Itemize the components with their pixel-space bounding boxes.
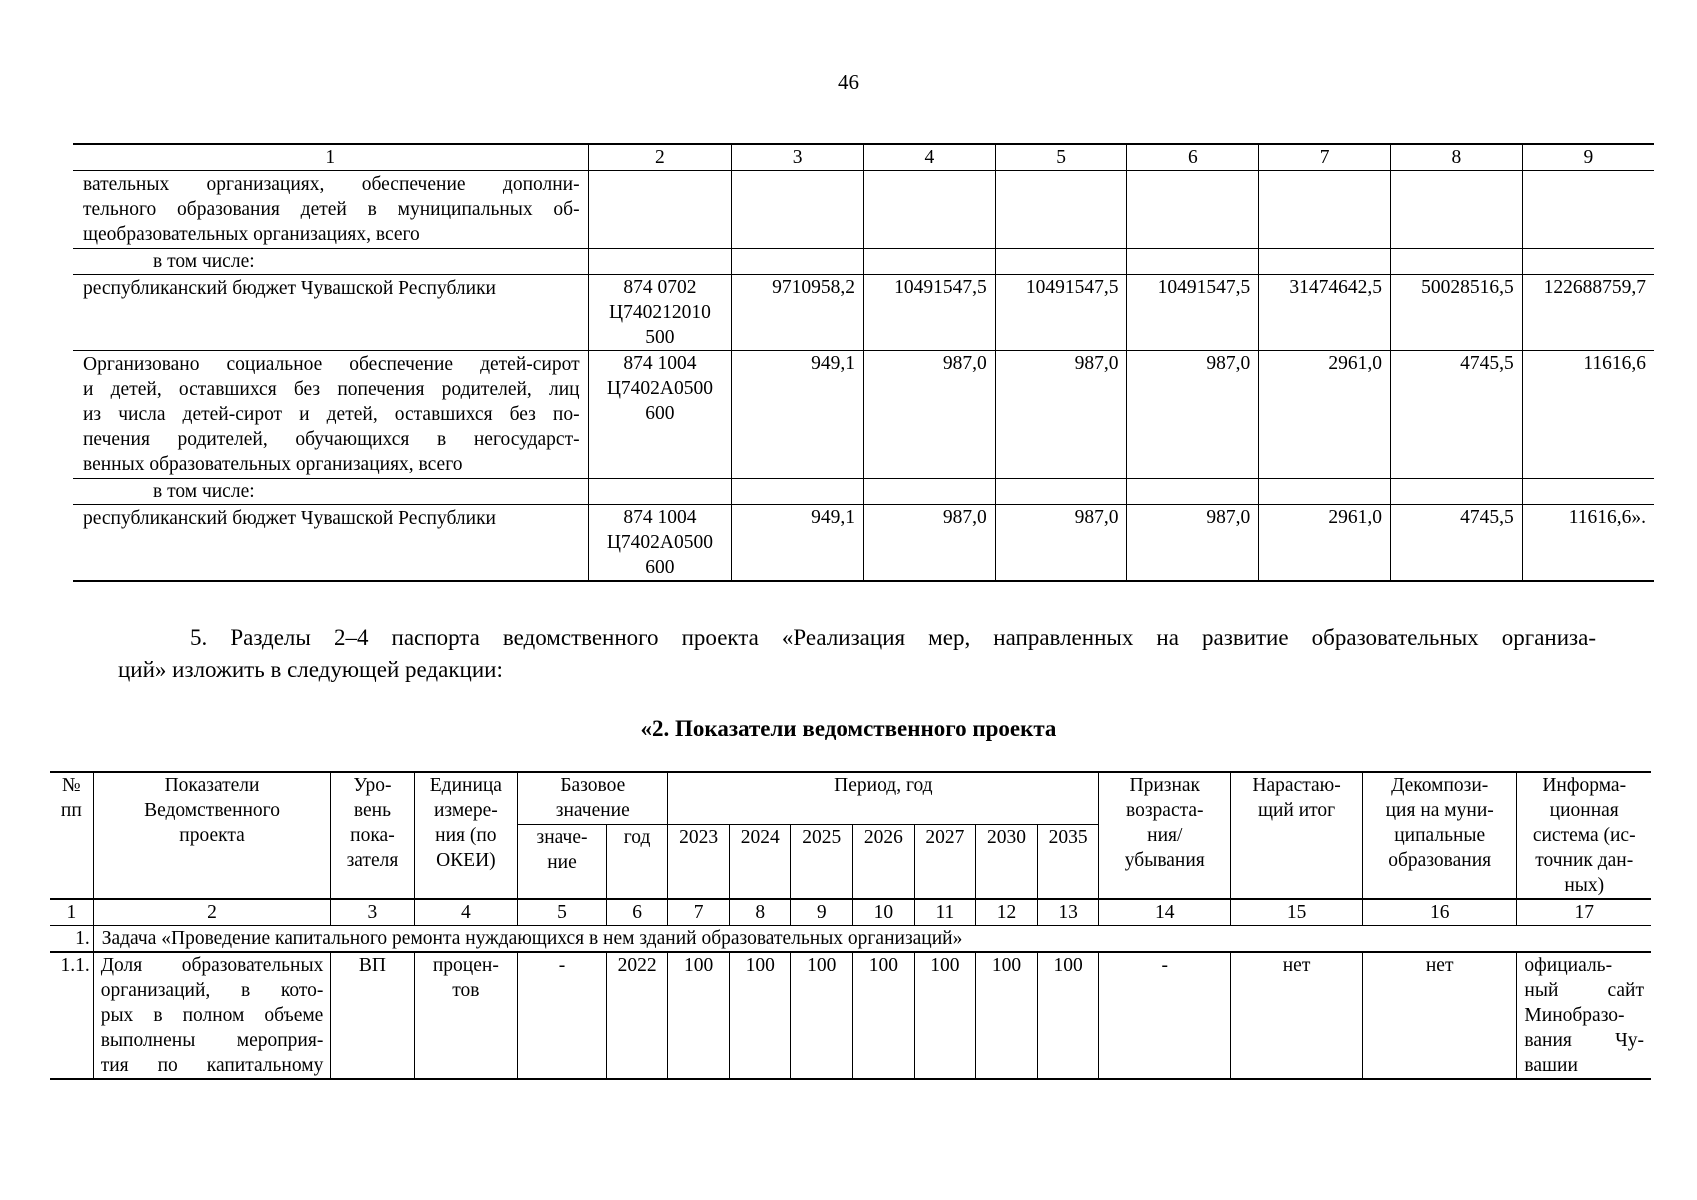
column-number: 14 — [1099, 899, 1231, 926]
budget-table — [73, 143, 1654, 582]
task-row — [50, 926, 1651, 953]
row-year-value: 100 — [914, 952, 976, 1079]
row-value — [863, 479, 995, 505]
column-number: 11 — [914, 899, 976, 926]
column-header: 8 — [1390, 144, 1522, 171]
row-level: ВП — [331, 952, 414, 1079]
row-year-value: 100 — [791, 952, 853, 1079]
table-row — [73, 505, 1654, 582]
row-value: 4745,5 — [1390, 351, 1522, 479]
row-value — [995, 479, 1127, 505]
paragraph-line-1: 5. Разделы 2–4 паспорта ведомственного проекта «Реализация мер, направленных на развитие образовательных организа- — [190, 625, 1596, 650]
section-heading: «2. Показатели ведомственного проекта — [640, 716, 1057, 741]
column-number: 10 — [853, 899, 915, 926]
indicator-row — [50, 952, 1651, 1079]
header-base-year: год — [606, 824, 668, 899]
row-value — [1522, 249, 1654, 275]
header-sign: Признак возраста- ния/ убывания — [1099, 772, 1231, 899]
column-header: 1 — [73, 144, 588, 171]
row-value — [732, 171, 864, 249]
row-value: 10491547,5 — [863, 275, 995, 351]
header-year: 2035 — [1037, 824, 1099, 899]
row-year-value: 100 — [853, 952, 915, 1079]
row-decomposition: нет — [1362, 952, 1516, 1079]
row-budget-code: 874 1004 Ц7402А0500 600 — [588, 351, 732, 479]
row-value: 2961,0 — [1259, 505, 1391, 582]
row-value — [1259, 249, 1391, 275]
header-cumulative: Нарастаю- щий итог — [1231, 772, 1363, 899]
row-value: 4745,5 — [1390, 505, 1522, 582]
column-number: 15 — [1231, 899, 1363, 926]
table-row — [73, 275, 1654, 351]
row-value: 11616,6 — [1522, 351, 1654, 479]
header-num: № пп — [50, 772, 93, 899]
row-value — [1522, 171, 1654, 249]
amendment-paragraph — [118, 622, 1596, 686]
table-row — [73, 171, 1654, 249]
row-year-value: 100 — [668, 952, 730, 1079]
row-value: 9710958,2 — [732, 275, 864, 351]
row-value — [1259, 479, 1391, 505]
column-header: 3 — [732, 144, 864, 171]
row-value: 987,0 — [1127, 351, 1259, 479]
page-number: 46 — [838, 70, 859, 94]
column-number: 5 — [518, 899, 607, 926]
header-year: 2024 — [729, 824, 791, 899]
row-name: республиканский бюджет Чувашской Республики — [73, 505, 588, 582]
row-value: 987,0 — [995, 505, 1127, 582]
header-year: 2027 — [914, 824, 976, 899]
header-decomposition: Декомпози- ция на муни- ципальные образования — [1362, 772, 1516, 899]
row-budget-code: 874 0702 Ц740212010 500 — [588, 275, 732, 351]
row-year-value: 100 — [976, 952, 1038, 1079]
column-number: 1 — [50, 899, 93, 926]
row-number: 1.1. — [50, 952, 93, 1079]
row-sign: - — [1099, 952, 1231, 1079]
row-unit: процен- тов — [414, 952, 518, 1079]
header-period: Период, год — [668, 772, 1099, 824]
row-value — [1522, 479, 1654, 505]
header-year: 2025 — [791, 824, 853, 899]
row-value: 2961,0 — [1259, 351, 1391, 479]
indicators-table — [50, 771, 1651, 1080]
column-number: 9 — [791, 899, 853, 926]
column-number: 16 — [1362, 899, 1516, 926]
header-base: Базовое значение — [518, 772, 668, 824]
table-row — [73, 249, 1654, 275]
row-value: 50028516,5 — [1390, 275, 1522, 351]
column-number: 3 — [331, 899, 414, 926]
row-indicator: Доля образовательных организаций, в кото- рых в полном объеме выполнены мероприя- тия по капитальному — [93, 952, 331, 1079]
row-year-value: 100 — [729, 952, 791, 1079]
task-number: 1. — [50, 926, 93, 953]
row-value — [1259, 171, 1391, 249]
row-value: 10491547,5 — [995, 275, 1127, 351]
row-name: республиканский бюджет Чувашской Республики — [73, 275, 588, 351]
row-value — [1390, 249, 1522, 275]
column-header: 7 — [1259, 144, 1391, 171]
header-year: 2026 — [853, 824, 915, 899]
header-year: 2023 — [668, 824, 730, 899]
row-budget-code — [588, 171, 732, 249]
row-value: 11616,6». — [1522, 505, 1654, 582]
column-header: 5 — [995, 144, 1127, 171]
row-value — [1127, 249, 1259, 275]
header-base-value: значе- ние — [518, 824, 607, 899]
row-value — [1127, 171, 1259, 249]
column-number: 6 — [606, 899, 668, 926]
row-value: 987,0 — [863, 351, 995, 479]
row-info-source: официаль- ный сайт Минобразо- вания Чу- вашии — [1517, 952, 1651, 1079]
row-value — [995, 249, 1127, 275]
column-number: 7 — [668, 899, 730, 926]
column-number: 2 — [93, 899, 331, 926]
column-header: 2 — [588, 144, 732, 171]
column-number: 13 — [1037, 899, 1099, 926]
row-budget-code — [588, 479, 732, 505]
row-value: 987,0 — [1127, 505, 1259, 582]
column-number: 12 — [976, 899, 1038, 926]
row-value: 987,0 — [863, 505, 995, 582]
row-name: вательных организациях, обеспечение дополни- тельного образования детей в муниципальных об- щеобразовательных организациях, всего — [73, 171, 588, 249]
column-number: 17 — [1517, 899, 1651, 926]
header-level: Уро- вень пока- зателя — [331, 772, 414, 899]
column-number: 4 — [414, 899, 518, 926]
row-value: 987,0 — [995, 351, 1127, 479]
row-value — [732, 249, 864, 275]
row-name: в том числе: — [73, 249, 588, 275]
row-value — [863, 249, 995, 275]
budget-table-header — [73, 144, 1654, 171]
column-header: 9 — [1522, 144, 1654, 171]
row-value: 31474642,5 — [1259, 275, 1391, 351]
column-header: 4 — [863, 144, 995, 171]
row-value: 949,1 — [732, 351, 864, 479]
row-value — [1390, 171, 1522, 249]
row-name: Организовано социальное обеспечение детей-сирот и детей, оставшихся без попечения родителей, лиц из числа детей-сирот и детей, оставшихся без по- печения родителей, обучающихся в негосударст- венных образовательных организациях, всего — [73, 351, 588, 479]
header-info: Информа- ционная система (ис- точник дан- ных) — [1517, 772, 1651, 899]
table-row — [73, 479, 1654, 505]
row-value — [863, 171, 995, 249]
row-value — [1390, 479, 1522, 505]
column-number-row — [50, 899, 1651, 926]
row-base-value: - — [518, 952, 607, 1079]
row-value — [1127, 479, 1259, 505]
column-number: 8 — [729, 899, 791, 926]
header-year: 2030 — [976, 824, 1038, 899]
row-year-value: 100 — [1037, 952, 1099, 1079]
header-unit: Единица измере- ния (по ОКЕИ) — [414, 772, 518, 899]
paragraph-line-2: ций» изложить в следующей редакции: — [118, 657, 503, 682]
row-cumulative: нет — [1231, 952, 1363, 1079]
row-value: 949,1 — [732, 505, 864, 582]
row-name: в том числе: — [73, 479, 588, 505]
row-value: 10491547,5 — [1127, 275, 1259, 351]
task-text: Задача «Проведение капитального ремонта нуждающихся в нем зданий образовательных организаций» — [93, 926, 1651, 953]
row-value — [995, 171, 1127, 249]
row-budget-code — [588, 249, 732, 275]
row-budget-code: 874 1004 Ц7402А0500 600 — [588, 505, 732, 582]
header-indicators: Показатели Ведомственного проекта — [93, 772, 331, 899]
row-base-year: 2022 — [606, 952, 668, 1079]
column-header: 6 — [1127, 144, 1259, 171]
row-value — [732, 479, 864, 505]
row-value: 122688759,7 — [1522, 275, 1654, 351]
table-row — [73, 351, 1654, 479]
